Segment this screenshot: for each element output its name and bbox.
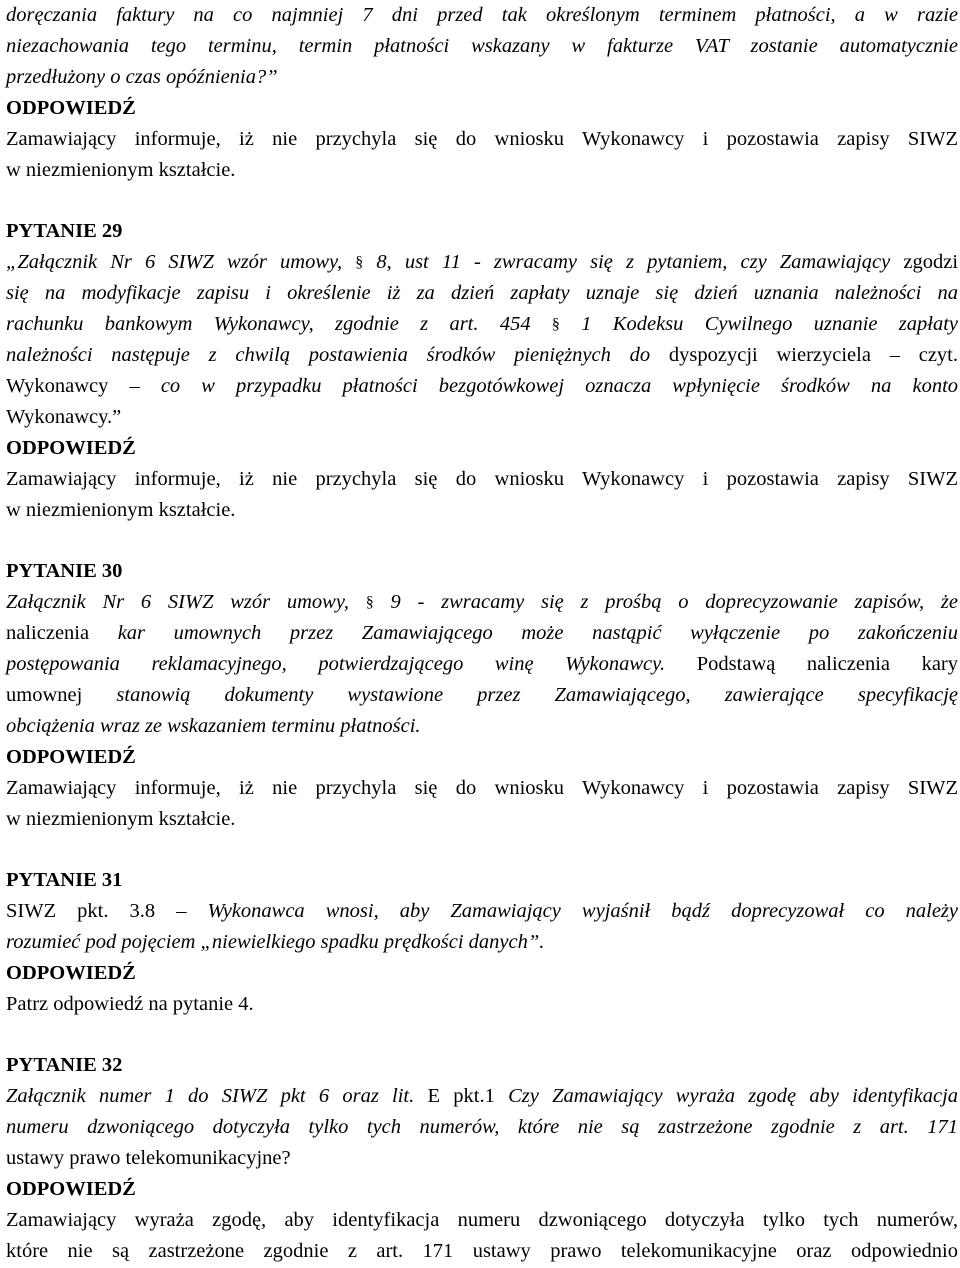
question-text-line: „Załącznik Nr 6 SIWZ wzór umowy, § 8, ust 11 - zwracamy się z pytaniem, czy Zamawiający zgodzi [6,251,959,273]
question-text-line: rozumieć pod pojęciem „niewielkiego spadku prędkości danych”. [6,931,545,953]
question-text-line: numeru dzwoniącego dotyczyła tylko tych numerów, które nie są zastrzeżone zgodnie z art. 171 [6,1116,958,1138]
question-text-line: ustawy prawo telekomunikacyjne? [6,1147,291,1169]
answer-label: ODPOWIEDŹ [6,1178,136,1200]
section-sign: § [355,254,364,271]
question-heading: PYTANIE 32 [6,1054,123,1076]
question-text-line: Załącznik numer 1 do SIWZ pkt 6 oraz lit. E pkt.1 Czy Zamawiający wyraża zgodę aby identyfikacja [6,1085,959,1107]
answer-text-line: w niezmienionym kształcie. [6,808,236,830]
question-text-line: doręczania faktury na co najmniej 7 dni przed tak określonym terminem płatności, a w razie [6,4,958,26]
question-heading: PYTANIE 30 [6,560,123,582]
question-text-line: Wykonawcy.” [6,406,122,428]
answer-text-line: Zamawiający informuje, iż nie przychyla się do wniosku Wykonawcy i pozostawia zapisy SIWZ [6,468,958,490]
question-text-line: postępowania reklamacyjnego, potwierdzającego winę Wykonawcy. Podstawą naliczenia kary [6,653,958,675]
answer-label: ODPOWIEDŹ [6,746,136,768]
answer-label: ODPOWIEDŹ [6,97,136,119]
question-text-line: SIWZ pkt. 3.8 – Wykonawca wnosi, aby Zamawiający wyjaśnił bądź doprecyzował co należy [6,900,959,922]
question-text-line: obciążenia wraz ze wskazaniem terminu płatności. [6,715,421,737]
answer-label: ODPOWIEDŹ [6,437,136,459]
question-text-line: się na modyfikacje zapisu i określenie iż za dzień zapłaty uznaje się dzień uznania należności na [6,282,958,304]
answer-text-line: Zamawiający informuje, iż nie przychyla się do wniosku Wykonawcy i pozostawia zapisy SIWZ [6,777,958,799]
section-sign: § [551,316,560,333]
question-text-line: niezachowania tego terminu, termin płatności wskazany w fakturze VAT zostanie automatycznie [6,35,958,57]
question-text-line: umownej stanowią dokumenty wystawione przez Zamawiającego, zawierające specyfikację [6,684,959,706]
section-sign: § [365,594,374,611]
question-heading: PYTANIE 31 [6,869,123,891]
question-text-line: należności następuje z chwilą postawienia środków pieniężnych do dyspozycji wierzyciela – czyt. [6,344,958,366]
answer-text-line: Patrz odpowiedź na pytanie 4. [6,993,254,1015]
question-text-line: Wykonawcy – co w przypadku płatności bezgotówkowej oznacza wpłynięcie środków na konto [6,375,959,397]
question-text-line: rachunku bankowym Wykonawcy, zgodnie z art. 454 § 1 Kodeksu Cywilnego uznanie zapłaty [6,313,959,335]
answer-text-line: w niezmienionym kształcie. [6,159,236,181]
answer-text-line: Zamawiający informuje, iż nie przychyla się do wniosku Wykonawcy i pozostawia zapisy SIWZ [6,128,958,150]
question-text-line: Załącznik Nr 6 SIWZ wzór umowy, § 9 - zwracamy się z prośbą o doprecyzowanie zapisów, że [6,591,958,613]
question-text-line: naliczenia kar umownych przez Zamawiającego może nastąpić wyłączenie po zakończeniu [6,622,958,644]
answer-text-line: Zamawiający wyraża zgodę, aby identyfikacja numeru dzwoniącego dotyczyła tylko tych numerów, [6,1209,958,1231]
answer-label: ODPOWIEDŹ [6,962,136,984]
question-text-line: przedłużony o czas opóźnienia?” [6,66,278,88]
question-heading: PYTANIE 29 [6,220,123,242]
answer-text-line: które nie są zastrzeżone zgodnie z art. 171 ustawy prawo telekomunikacyjne oraz odpowiednio [6,1240,958,1262]
answer-text-line: w niezmienionym kształcie. [6,499,236,521]
